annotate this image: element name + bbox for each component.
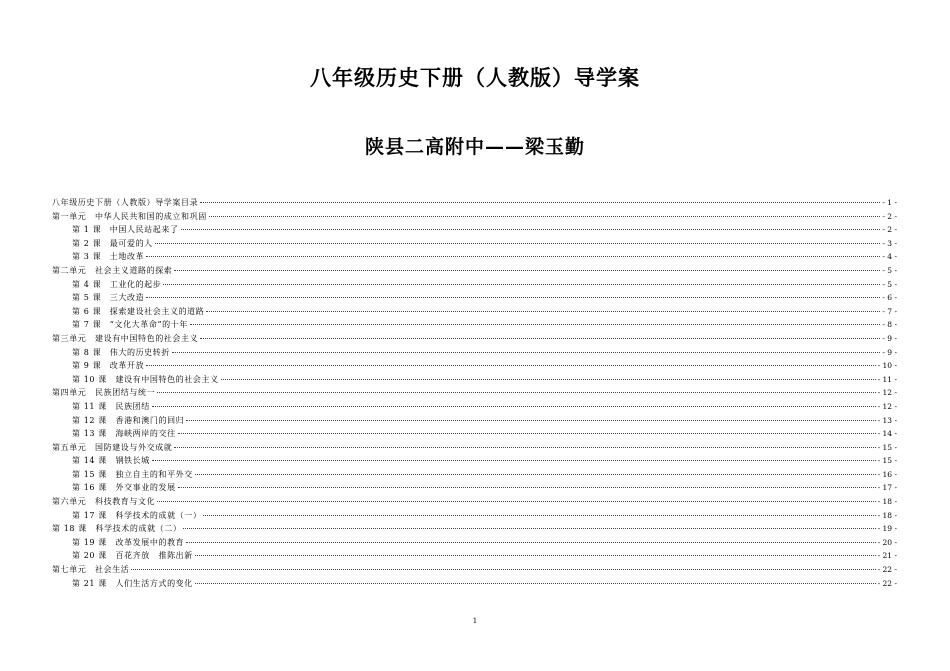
toc-entry-label: 第四单元 民族团结与统一 xyxy=(52,388,156,398)
toc-entry[interactable] xyxy=(52,468,897,482)
toc-dot-leader xyxy=(178,487,876,488)
toc-dot-leader xyxy=(195,474,876,475)
toc-dot-leader xyxy=(174,270,880,271)
toc-entry-label: 第 5 课 三大改造 xyxy=(72,293,145,303)
toc-dot-leader xyxy=(195,583,876,584)
toc-entry-label: 第 12 课 香港和澳门的回归 xyxy=(72,415,185,425)
toc-entry-page: - 10 - xyxy=(877,361,897,371)
page-number: 1 xyxy=(472,617,478,625)
toc-entry-page: - 5 - xyxy=(882,265,897,275)
toc-entry-label: 第 10 课 建设有中国特色的社会主义 xyxy=(72,374,219,384)
toc-entry[interactable] xyxy=(52,332,897,346)
toc-entry-label: 第五单元 国防建设与外交成就 xyxy=(52,442,173,452)
toc-entry-label: 第一单元 中华人民共和国的成立和巩固 xyxy=(52,211,207,221)
toc-entry-page: - 5 - xyxy=(882,279,897,289)
toc-dot-leader xyxy=(131,569,875,570)
toc-dot-leader xyxy=(221,379,876,380)
toc-dot-leader xyxy=(190,324,880,325)
toc-entry[interactable] xyxy=(52,577,897,591)
toc-entry-label: 第 19 课 改革发展中的教育 xyxy=(72,537,185,547)
toc-entry-page: - 19 - xyxy=(877,524,897,534)
toc-entry[interactable] xyxy=(52,196,897,210)
toc-entry-label: 第 20 课 百花齐放 推陈出新 xyxy=(72,551,193,561)
toc-entry[interactable] xyxy=(52,495,897,509)
toc-entry-page: - 22 - xyxy=(877,565,897,575)
toc-entry-page: - 9 - xyxy=(882,347,897,357)
toc-entry[interactable] xyxy=(52,563,897,577)
toc-dot-leader xyxy=(181,229,881,230)
toc-dot-leader xyxy=(146,297,880,298)
toc-entry[interactable] xyxy=(52,278,897,292)
toc-entry[interactable] xyxy=(52,454,897,468)
toc-entry-page: - 7 - xyxy=(882,306,897,316)
toc-entry-page: - 17 - xyxy=(877,483,897,493)
toc-entry[interactable] xyxy=(52,359,897,373)
toc-dot-leader xyxy=(200,338,880,339)
toc-entry-page: - 12 - xyxy=(877,401,897,411)
toc-entry-page: - 2 - xyxy=(882,211,897,221)
toc-entry-page: - 14 - xyxy=(877,429,897,439)
toc-entry-page: - 15 - xyxy=(877,456,897,466)
toc-entry-page: - 9 - xyxy=(882,333,897,343)
toc-dot-leader xyxy=(183,528,875,529)
toc-entry[interactable] xyxy=(52,427,897,441)
toc-entry-page: - 6 - xyxy=(882,293,897,303)
toc-dot-leader xyxy=(152,460,876,461)
toc-dot-leader xyxy=(157,501,875,502)
toc-entry-label: 第六单元 科技教育与文化 xyxy=(52,497,156,507)
toc-entry-label: 第三单元 建设有中国特色的社会主义 xyxy=(52,333,199,343)
toc-entry-label: 第二单元 社会主义道路的探索 xyxy=(52,265,173,275)
toc-entry[interactable] xyxy=(52,305,897,319)
toc-entry-page: - 2 - xyxy=(882,225,897,235)
toc-entry[interactable] xyxy=(52,414,897,428)
toc-dot-leader xyxy=(155,243,881,244)
toc-entry[interactable] xyxy=(52,549,897,563)
toc-entry[interactable] xyxy=(52,210,897,224)
document-title: 八年级历史下册（人教版）导学案 xyxy=(310,65,640,90)
toc-entry-label: 第 2 课 最可爱的人 xyxy=(72,238,153,248)
document-author: 陕县二高附中——梁玉勤 xyxy=(364,136,585,158)
toc-dot-leader xyxy=(174,447,875,448)
toc-entry[interactable] xyxy=(52,400,897,414)
toc-entry-page: - 22 - xyxy=(877,578,897,588)
toc-entry-label: 第 13 课 海峡两岸的交往 xyxy=(72,429,176,439)
table-of-contents xyxy=(52,196,897,590)
toc-entry-label: 第 3 课 土地改革 xyxy=(72,252,145,262)
toc-entry-label: 第 15 课 独立自主的和平外交 xyxy=(72,469,193,479)
toc-entry[interactable] xyxy=(52,346,897,360)
toc-entry-label: 第 7 课 “文化大革命”的十年 xyxy=(72,320,188,330)
toc-entry-label: 第七单元 社会生活 xyxy=(52,565,130,575)
toc-entry[interactable] xyxy=(52,291,897,305)
toc-entry[interactable] xyxy=(52,481,897,495)
toc-dot-leader xyxy=(200,202,880,203)
toc-entry[interactable] xyxy=(52,264,897,278)
toc-entry-label: 第 4 课 工业化的起步 xyxy=(72,279,162,289)
toc-entry-page: - 13 - xyxy=(877,415,897,425)
toc-entry-page: - 18 - xyxy=(877,510,897,520)
toc-entry-page: - 4 - xyxy=(882,252,897,262)
toc-entry-page: - 21 - xyxy=(877,551,897,561)
toc-dot-leader xyxy=(186,542,875,543)
toc-entry[interactable] xyxy=(52,250,897,264)
toc-dot-leader xyxy=(152,406,876,407)
toc-dot-leader xyxy=(146,365,875,366)
toc-dot-leader xyxy=(186,420,875,421)
toc-dot-leader xyxy=(157,392,875,393)
toc-dot-leader xyxy=(206,311,880,312)
toc-entry[interactable] xyxy=(52,318,897,332)
toc-dot-leader xyxy=(178,433,876,434)
toc-entry[interactable] xyxy=(52,522,897,536)
toc-entry-page: - 8 - xyxy=(882,320,897,330)
toc-entry-label: 第 9 课 改革开放 xyxy=(72,361,145,371)
toc-entry-page: - 15 - xyxy=(877,442,897,452)
toc-entry-page: - 16 - xyxy=(877,469,897,479)
toc-entry-label: 第 14 课 钢铁长城 xyxy=(72,456,150,466)
toc-entry[interactable] xyxy=(52,223,897,237)
toc-entry-page: - 1 - xyxy=(882,198,897,207)
toc-entry-label: 第 17 课 科学技术的成就（一） xyxy=(72,510,202,520)
toc-entry-label: 第 21 课 人们生活方式的变化 xyxy=(72,578,193,588)
toc-entry-page: - 11 - xyxy=(877,374,897,384)
toc-entry[interactable] xyxy=(52,373,897,387)
toc-entry[interactable] xyxy=(52,536,897,550)
toc-dot-leader xyxy=(209,216,881,217)
toc-entry-page: - 12 - xyxy=(877,388,897,398)
toc-entry-page: - 3 - xyxy=(882,238,897,248)
toc-entry-label: 第 11 课 民族团结 xyxy=(72,401,150,411)
toc-dot-leader xyxy=(203,515,875,516)
toc-dot-leader xyxy=(172,352,880,353)
toc-dot-leader xyxy=(163,284,880,285)
toc-entry-label: 第 18 课 科学技术的成就（二） xyxy=(52,524,182,534)
toc-entry-label: 第 16 课 外交事业的发展 xyxy=(72,483,176,493)
toc-entry[interactable] xyxy=(52,386,897,400)
toc-entry[interactable] xyxy=(52,509,897,523)
toc-dot-leader xyxy=(195,555,876,556)
toc-entry-label: 第 8 课 伟大的历史转折 xyxy=(72,347,170,357)
toc-entry[interactable] xyxy=(52,441,897,455)
toc-entry-label: 第 6 课 探索建设社会主义的道路 xyxy=(72,306,205,316)
toc-dot-leader xyxy=(146,256,880,257)
toc-entry[interactable] xyxy=(52,237,897,251)
toc-entry-label: 八年级历史下册（人教版）导学案目录 xyxy=(52,198,199,207)
toc-entry-page: - 20 - xyxy=(877,537,897,547)
toc-entry-page: - 18 - xyxy=(877,497,897,507)
toc-entry-label: 第 1 课 中国人民站起来了 xyxy=(72,225,179,235)
